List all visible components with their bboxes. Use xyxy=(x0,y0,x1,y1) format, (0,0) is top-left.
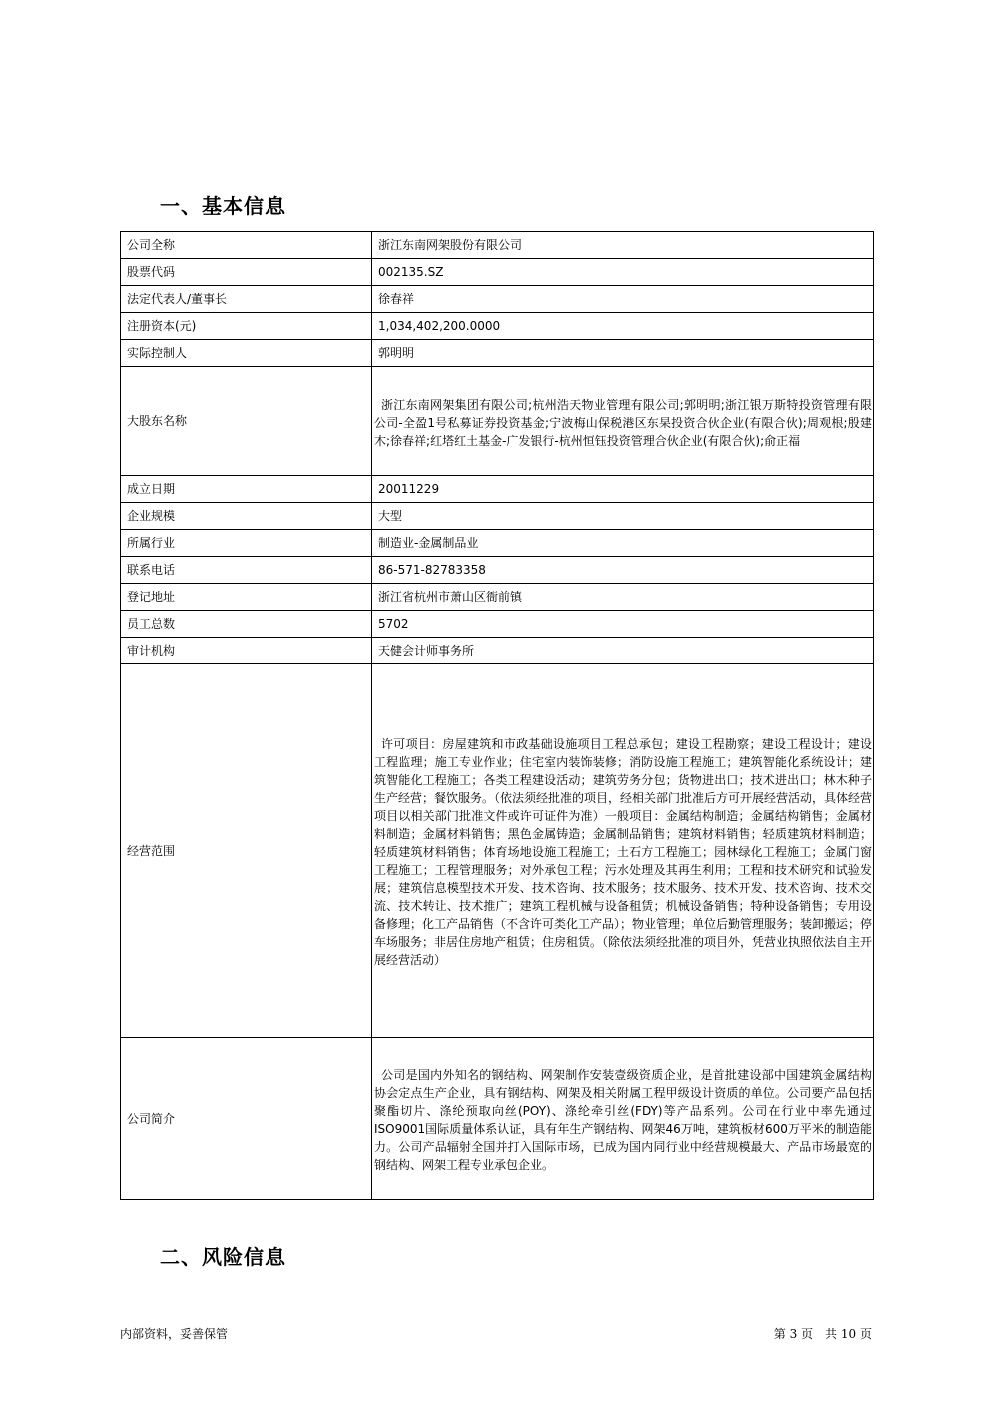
row-label: 股票代码 xyxy=(121,259,372,286)
table-row xyxy=(121,340,874,367)
table-row xyxy=(121,557,874,584)
row-value: 20011229 xyxy=(372,476,874,503)
row-label: 公司全称 xyxy=(121,232,372,259)
table-row xyxy=(121,638,874,664)
page-prefix: 第 xyxy=(773,1327,786,1341)
table-row xyxy=(121,367,874,476)
footer-page-number xyxy=(774,1325,872,1342)
section-title-basic-info: 一、基本信息 xyxy=(160,194,286,218)
row-value: 86-571-82783358 xyxy=(372,557,874,584)
footer-confidential-note: 内部资料，妥善保管 xyxy=(120,1327,229,1341)
table-row xyxy=(121,664,874,1038)
company-profile-text: 公司是国内外知名的钢结构、网架制作安装壹级资质企业，是首批建设部中国建筑金属结构协会定点生产企业，具有钢结构、网架及相关附属工程甲级设计资质的单位。公司要产品包括聚酯切片、涤纶预取向丝(POY)、涤纶牵引丝(FDY)等产品系列。公司在行业中率先通过ISO9001国际质量体系认证，具有年生产钢结构、网架46万吨，建筑板材600万平米的制造能力。公司产品辐射全国并打入国际市场，已成为国内同行业中经营规模最大、产品市场最宽的钢结构、网架工程专业承包企业。 xyxy=(374,1068,872,1172)
row-value: 天健会计师事务所 xyxy=(372,638,874,664)
table-row xyxy=(121,1038,874,1200)
row-value xyxy=(372,664,874,1038)
row-value xyxy=(372,1038,874,1200)
table-row xyxy=(121,584,874,611)
row-value xyxy=(372,367,874,476)
table-row xyxy=(121,530,874,557)
row-value: 002135.SZ xyxy=(372,259,874,286)
row-value: 浙江省杭州市萧山区衙前镇 xyxy=(372,584,874,611)
basic-info-table xyxy=(120,231,874,1200)
row-label: 成立日期 xyxy=(121,476,372,503)
row-label: 法定代表人/董事长 xyxy=(121,286,372,313)
row-label: 联系电话 xyxy=(121,557,372,584)
row-value: 徐春祥 xyxy=(372,286,874,313)
row-value: 大型 xyxy=(372,503,874,530)
row-label: 经营范围 xyxy=(121,664,372,1038)
row-label: 审计机构 xyxy=(121,638,372,664)
row-label: 登记地址 xyxy=(121,584,372,611)
table-row xyxy=(121,313,874,340)
page-total: 10 xyxy=(840,1327,857,1341)
row-label: 实际控制人 xyxy=(121,340,372,367)
row-value: 1,034,402,200.0000 xyxy=(372,313,874,340)
table-row xyxy=(121,232,874,259)
section-title-risk-info: 二、风险信息 xyxy=(160,1245,286,1269)
page-current: 3 xyxy=(789,1327,798,1341)
row-label: 所属行业 xyxy=(121,530,372,557)
table-row xyxy=(121,476,874,503)
row-value: 浙江东南网架股份有限公司 xyxy=(372,232,874,259)
table-row xyxy=(121,259,874,286)
page-mid: 页 共 xyxy=(801,1327,838,1341)
business-scope-text: 许可项目：房屋建筑和市政基础设施项目工程总承包；建设工程勘察；建设工程设计；建设工程监理；施工专业作业；住宅室内装饰装修；消防设施工程施工；建筑智能化系统设计；建筑智能化工程施工；各类工程建设活动；建筑劳务分包；货物进出口；技术进出口；林木种子生产经营；餐饮服务。（依法须经批准的项目，经相关部门批准后方可开展经营活动，具体经营项目以相关部门批准文件或许可证件为准）一般项目：金属结构制造；金属结构销售；金属材料制造；金属材料销售；黑色金属铸造；金属制品销售；建筑材料销售；轻质建筑材料制造；轻质建筑材料销售；体育场地设施工程施工；土石方工程施工；园林绿化工程施工；金属门窗工程施工；工程管理服务；对外承包工程；污水处理及其再生利用；工程和技术研究和试验发展；建筑信息模型技术开发、技术咨询、技术服务；技术服务、技术开发、技术咨询、技术交流、技术转让、技术推广；建筑工程机械与设备租赁；机械设备销售；特种设备销售；专用设备修理；化工产品销售（不含许可类化工产品）；物业管理；单位后勤管理服务；装卸搬运；停车场服务；非居住房地产租赁；住房租赁。（除依法须经批准的项目外，凭营业执照依法自主开展经营活动） xyxy=(374,737,873,967)
row-label: 注册资本(元) xyxy=(121,313,372,340)
shareholders-text: 浙江东南网架集团有限公司;杭州浩天物业管理有限公司;郭明明;浙江银万斯特投资管理有限公司-全盈1号私募证券投资基金;宁波梅山保税港区东杲投资合伙企业(有限合伙);周观根;殷建木;徐春祥;红塔红土基金-广发银行-杭州恒钰投资管理合伙企业(有限合伙);俞正福 xyxy=(374,397,872,448)
row-label: 公司简介 xyxy=(121,1038,372,1200)
row-value: 制造业-金属制品业 xyxy=(372,530,874,557)
page-suffix: 页 xyxy=(859,1327,872,1341)
table-row xyxy=(121,503,874,530)
row-value: 5702 xyxy=(372,611,874,638)
row-label: 员工总数 xyxy=(121,611,372,638)
row-label: 大股东名称 xyxy=(121,367,372,476)
table-row xyxy=(121,286,874,313)
row-value: 郭明明 xyxy=(372,340,874,367)
row-label: 企业规模 xyxy=(121,503,372,530)
table-row xyxy=(121,611,874,638)
